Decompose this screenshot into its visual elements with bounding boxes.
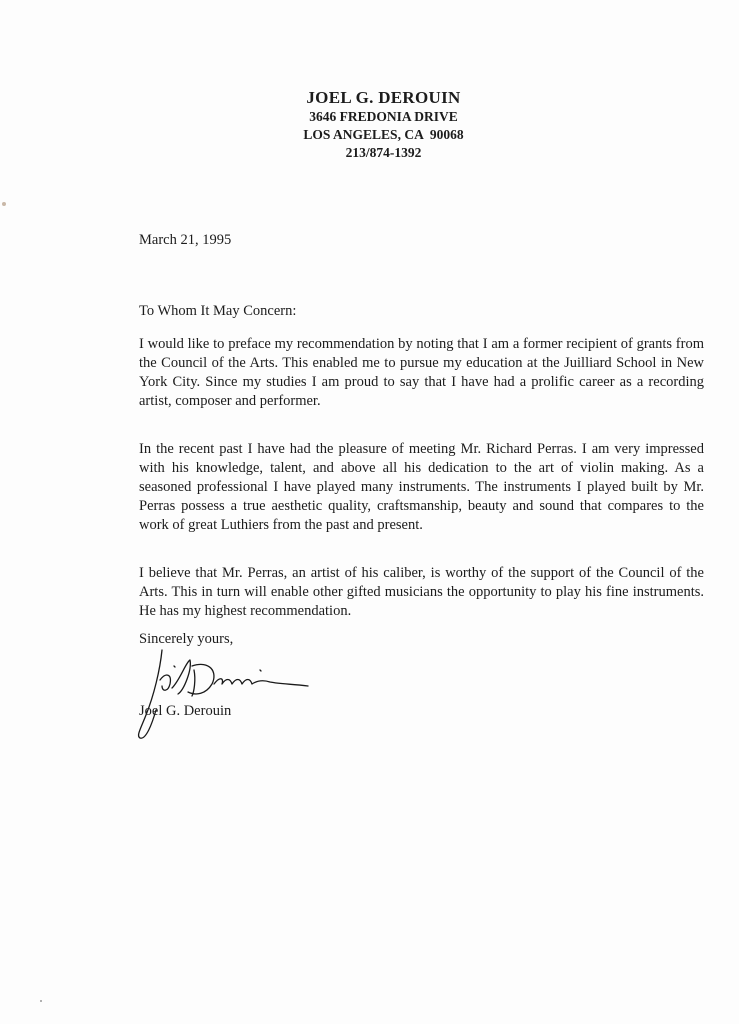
salutation: To Whom It May Concern:	[139, 303, 297, 319]
paragraph-2: In the recent past I have had the pleasure of meeting Mr. Richard Perras. I am very impressed with his knowledge, talent, and above all his dedication to the art of violin making. As a seasoned professional I have played many instruments. The instruments I played built by Mr. Perras possess a true aesthetic quality, craftsmanship, beauty and sound that compares to the work of great Luthiers from the past and present.	[139, 441, 704, 533]
signer-name: Joel G. Derouin	[139, 703, 232, 719]
letterhead-city: LOS ANGELES, CA 90068	[303, 127, 464, 142]
letterhead-street: 3646 FREDONIA DRIVE	[309, 109, 458, 124]
letterhead-phone: 213/874-1392	[345, 145, 422, 160]
letterhead-name: JOEL G. DEROUIN	[306, 88, 461, 107]
paper-speck	[40, 1000, 42, 1002]
paper-speck	[2, 202, 6, 206]
paragraph-1: I would like to preface my recommendation by noting that I am a former recipient of grants from the Council of the Arts. This enabled me to pursue my education at the Juilliard School in New York City. Since my studies I am proud to say that I have had a prolific career as a recording artist, composer and performer.	[139, 336, 704, 409]
letterhead	[0, 88, 739, 162]
handwritten-signature	[132, 640, 322, 740]
paragraph-3: I believe that Mr. Perras, an artist of his caliber, is worthy of the support of the Council of the Arts. This in turn will enable other gifted musicians the opportunity to play his fine instruments. He has my highest recommendation.	[139, 565, 704, 619]
letter-date: March 21, 1995	[139, 232, 232, 248]
closing: Sincerely yours,	[139, 631, 234, 647]
